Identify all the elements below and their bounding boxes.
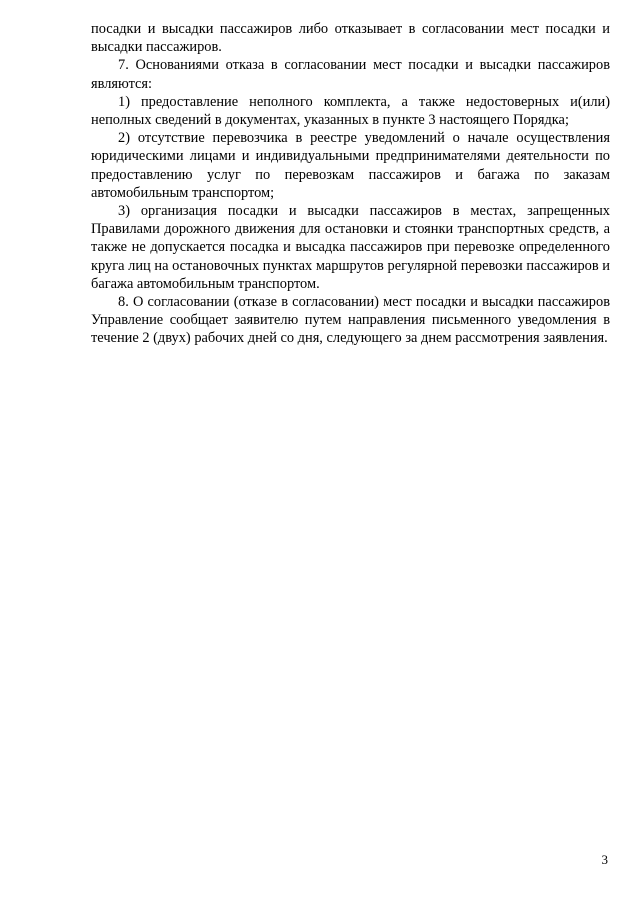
paragraph-subitem-3: 3) организация посадки и высадки пассажиров в местах, запрещенных Правилами дорожного движения для остановки и стоянки транспортных средств, а также не допускается посадка и высадка пассажиров при перевозке определенного круга лиц на остановочных пунктах маршрутов регулярной перевозки пассажиров и багажа автомобильным транспортом. <box>91 203 610 292</box>
paragraph-item-8: 8. О согласовании (отказе в согласовании) мест посадки и высадки пассажиров Управление сообщает заявителю путем направления письменного уведомления в течение 2 (двух) рабочих дней со дня, следующего за днем рассмотрения заявления. <box>91 294 610 347</box>
paragraph-subitem-1: 1) предоставление неполного комплекта, а также недостоверных и(или) неполных сведений в документах, указанных в пункте 3 настоящего Порядка; <box>91 93 610 129</box>
paragraph-subitem-2: 2) отсутствие перевозчика в реестре уведомлений о начале осуществления юридическими лицами и индивидуальными предпринимателями деятельности по предоставлению услуг по перевозкам пассажиров и багажа по заказам автомобильным транспортом; <box>91 130 610 201</box>
document-body <box>91 20 610 348</box>
page-number: 3 <box>601 852 608 867</box>
paragraph-continuation: посадки и высадки пассажиров либо отказывает в согласовании мест посадки и высадки пассажиров. <box>91 21 610 56</box>
paragraph-item-7: 7. Основаниями отказа в согласовании мест посадки и высадки пассажиров являются: <box>91 57 610 92</box>
